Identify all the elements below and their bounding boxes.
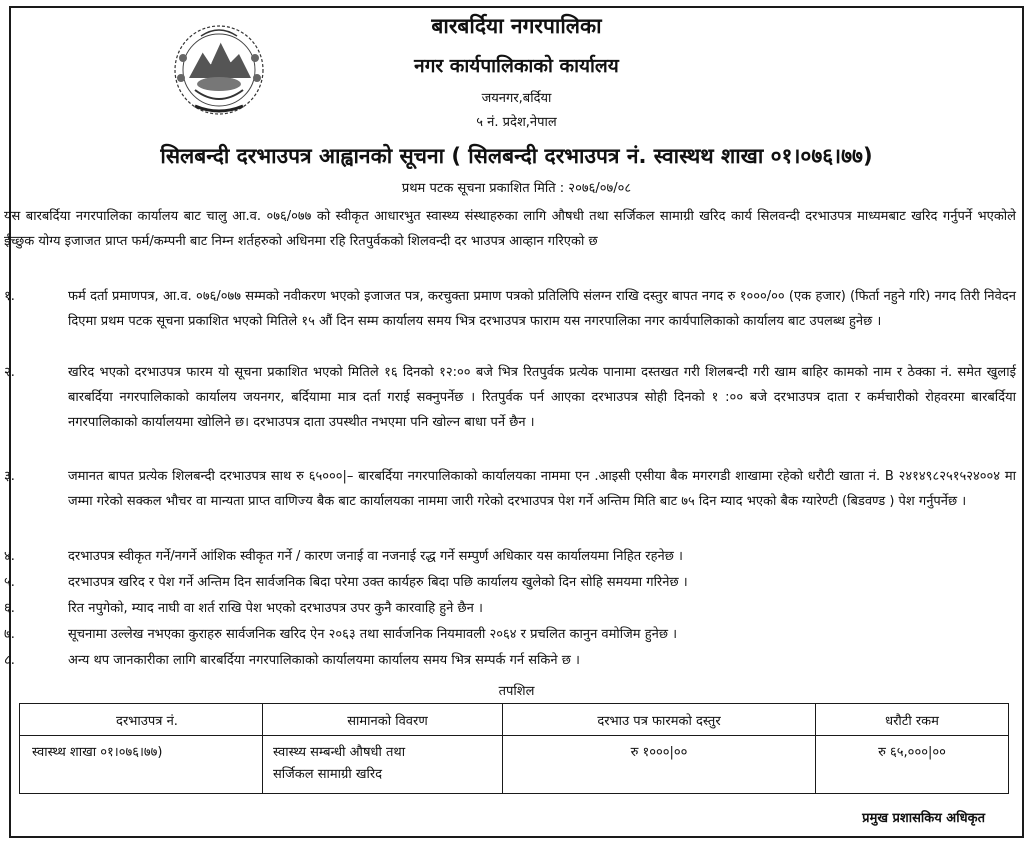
condition-text: दरभाउपत्र स्वीकृत गर्ने/नगर्ने आंशिक स्वीकृत गर्ने / कारण जनाई वा नजनाई रद्ध गर्ने सम्पुर्ण अधिकार यस कार्यालयमा निहित रहनेछ । <box>68 549 683 564</box>
condition-item <box>4 596 1016 621</box>
cell-form-fee: रु १०००|०० <box>503 736 816 794</box>
column-header-deposit: धरौटी रकम <box>816 704 1009 736</box>
table-row <box>20 736 1009 794</box>
column-header-description: सामानको विवरण <box>263 704 503 736</box>
condition-item <box>4 464 1016 514</box>
condition-item <box>4 360 1016 435</box>
signatory-title: प्रमुख प्रशासकिय अधिकृत <box>862 811 985 826</box>
condition-item <box>4 648 1016 673</box>
municipality-name: बारबर्दिया नगरपालिका <box>431 14 602 38</box>
condition-text: फर्म दर्ता प्रमाणपत्र, आ.व. ०७६/०७७ सम्मको नवीकरण भएको इजाजत पत्र, करचुक्ता प्रमाण पत्रको प्रतिलिपि संलग्न राखि दस्तुर बापत नगद रु १०००/०० (एक हजार) (फिर्ता नहुने गरि) नगद तिरी निवेदन दिएमा प्रथम पटक सूचना प्रकाशित भएको मितिले १५ औं दिन सम्म कार्यालय समय भित्र दरभाउपत्र फाराम यस नगरपालिका नगर कार्यपालिकाको कार्यालय बाट उपलब्ध हुनेछ । <box>68 289 1016 329</box>
condition-text: अन्य थप जानकारीका लागि बारबर्दिया नगरपालिकाको कार्यालयमा कार्यालय समय भित्र सम्पर्क गर्न सकिने छ । <box>68 653 580 668</box>
condition-number: ७. <box>4 627 15 642</box>
condition-text: जमानत बापत प्रत्येक शिलबन्दी दरभाउपत्र साथ रु ६५०००|– बारबर्दिया नगरपालिकाको कार्यालयका नाममा एन .आइसी एसीया बैक मगरगडी शाखामा रहेको धरौटी खाता नं. B २४१४९८२५१५२४००४ मा जम्मा गरेको सक्कल भौचर वा मान्यता प्राप्त वाणिज्य बैक बाट कार्यालयका नाममा जारी गरेको दरभाउपत्र पेश गर्ने अन्तिम मिति बाट ७५ दिन म्याद भएको बैक ग्यारेण्टी (बिडवण्ड ) पेश गर्नुपर्नेछ । <box>68 469 1016 509</box>
condition-item <box>4 622 1016 647</box>
condition-number: ८. <box>4 653 15 668</box>
condition-item <box>4 284 1016 334</box>
condition-item <box>4 544 1016 569</box>
table-header-row <box>20 704 1009 736</box>
condition-number: ६. <box>4 601 15 616</box>
condition-number: १. <box>4 289 15 304</box>
description-line: स्वास्थ्य सम्बन्धी औषधी तथा <box>273 745 406 760</box>
condition-number: ३. <box>4 469 15 484</box>
column-header-form-fee: दरभाउ पत्र फारमको दस्तुर <box>503 704 816 736</box>
first-publish-date: प्रथम पटक सूचना प्रकाशित मिति : २०७६/०७/०८ <box>401 181 632 196</box>
office-address: जयनगर,बर्दिया <box>481 91 552 106</box>
column-header-bid-no: दरभाउपत्र नं. <box>20 704 263 736</box>
notice-title: सिलबन्दी दरभाउपत्र आह्वानको सूचना ( सिलबन्दी दरभाउपत्र नं. स्वास्थथ शाखा ०१।०७६।७७) <box>160 144 873 168</box>
schedule-table <box>19 703 1009 794</box>
condition-text: सूचनामा उल्लेख नभएका कुराहरु सार्वजनिक खरिद ऐन २०६३ तथा सार्वजनिक नियमावली २०६४ र प्रचलित कानुन वमोजिम हुनेछ । <box>68 627 677 642</box>
condition-item <box>4 570 1016 595</box>
province-line: ५ नं. प्रदेश,नेपाल <box>476 115 557 130</box>
description-line: सर्जिकल सामाग्री खरिद <box>273 767 383 782</box>
condition-number: ५. <box>4 575 15 590</box>
cell-bid-no: स्वास्थ्थ शाखा ०१।०७६।७७) <box>20 736 263 794</box>
condition-text: दरभाउपत्र खरिद र पेश गर्ने अन्तिम दिन सार्वजनिक बिदा परेमा उक्त कार्यहरु बिदा पछि कार्यालय खुलेको दिन सोहि समयमा गरिनेछ । <box>68 575 688 590</box>
condition-text: रित नपुगेको, म्याद नाघी वा शर्त राखि पेश भएको दरभाउपत्र उपर कुनै कारवाहि हुने छैन । <box>68 601 483 616</box>
condition-text: खरिद भएको दरभाउपत्र फारम यो सूचना प्रकाशित भएको मितिले १६ दिनको १२:०० बजे भित्र रितपुर्वक प्रत्येक पानामा दस्तखत गरी शिलबन्दी गरी खाम बाहिर कामको नाम र ठेक्का नं. समेत खुलाई बारबर्दिया नगरपालिकाको कार्यालय जयनगर, बर्दियामा मात्र दर्ता गराई सक्नुपर्नेछ । रितपुर्वक पर्न आएका दरभाउपत्र सोही दिनको १ :०० बजे दरभाउपत्र दाता र कर्मचारीको रोहवरमा बारबर्दिया नगरपालिकाको कार्यालयमा खोलिने छ। दरभाउपत्र दाता उपस्थीत नभएमा पनि खोल्न बाधा पर्ने छैन । <box>68 365 1016 430</box>
condition-number: २. <box>4 365 15 380</box>
office-name: नगर कार्यपालिकाको कार्यालय <box>414 55 619 77</box>
schedule-caption: तपशिल <box>498 684 535 699</box>
condition-number: ४. <box>4 549 15 564</box>
intro-paragraph: यस बारबर्दिया नगरपालिका कार्यालय बाट चालु आ.व. ०७६/०७७ को स्वीकृत आधारभुत स्वास्थ्य संस्थाहरुका लागि औषधी तथा सर्जिकल सामाग्री खरिद कार्य सिलवन्दी दरभाउपत्र माध्यमबाट खरिद गर्नुपर्ने भएकोले ईच्छुक योग्य इजाजत प्राप्त फर्म/कम्पनी बाट निम्न शर्तहरुको अधिनमा रहि रितपुर्वकको शिलवन्दी दर भाउपत्र आव्हान गरिएको छ <box>4 209 1016 249</box>
cell-deposit: रु ६५,०००|०० <box>816 736 1009 794</box>
cell-description <box>263 736 503 794</box>
